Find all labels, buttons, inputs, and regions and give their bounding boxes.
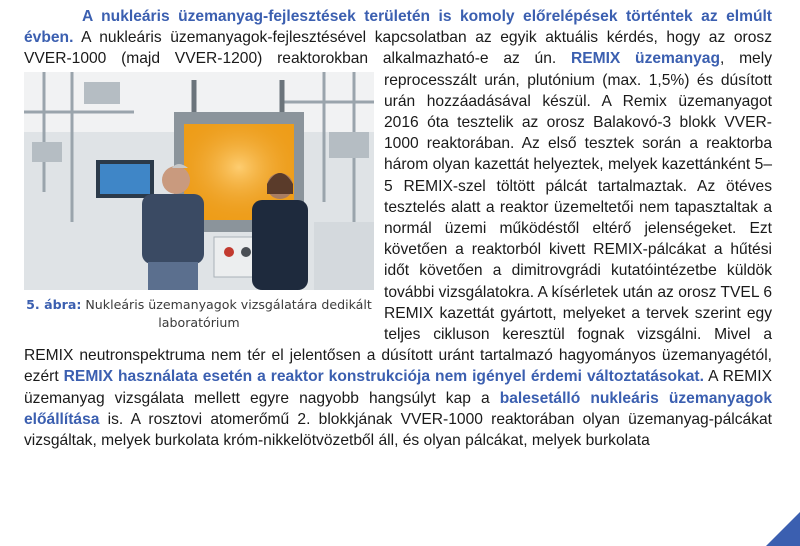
document-page <box>24 6 772 451</box>
figure-label: 5. ábra: <box>26 296 82 312</box>
article-paragraph <box>24 6 772 451</box>
remix-fuel-highlight: REMIX üzemanyag <box>570 50 720 68</box>
laboratory-photo <box>24 72 374 290</box>
body-text-1: A nukleáris üzemanyagok-fejlesztésével kapcsolatban az egyik aktuális kérdés, hogy az orosz VVER-1000 (majd VVER-1200) reaktorokban alkalmazható-e az ún. <box>24 29 772 68</box>
laboratory-illustration <box>24 72 374 290</box>
figure-caption-text: Nukleáris üzemanyagok vizsgálatára dedikált laboratórium <box>81 296 372 330</box>
lead-sentence: A nukleáris üzemanyag-fejlesztések területén is komoly előrelépések történtek az elmúlt évben. <box>24 8 772 47</box>
figure-caption <box>24 296 374 332</box>
remix-no-change-highlight: REMIX használata esetén a reaktor konstrukciója nem igényel érdemi változtatásokat. <box>63 368 704 386</box>
body-text-4: is. A rosztovi atomerőmű 2. blokkjának VVER-1000 reaktorában olyan üzemanyag-pálcákat vizsgáltak, melyek burkolata króm-nikkelötvözetből áll, és olyan pálcákat, melyek burkolata <box>24 410 772 450</box>
figure <box>24 72 374 332</box>
body-text-2: , mely reprocesszált urán, plutónium (max. 1,5%) és dúsított urán hozzáadásával készül. A Remix üzemanyagot 2016 óta tesztelik az orosz Balakovó-3 blokk VVER-1000 reaktorában. Az első tesztek során a reaktorba három olyan kazettát helyeztek, melyek kazettánként 5–5 REMIX-szel töltött pálcát tartalmaztak. Az ötéves tesztelés alatt a reaktor üzemeltetői nem tapasztaltak a normál üzemi működéstől eltérő jelenségeket. Ezt követően a reaktorból kivett REMIX-pálcákat a hűtési időt követően a dimitrovgrádi kutatóintézetbe küldök további vizsgálatokra. A kísérletek után az orosz TVEL 6 REMIX kazettát gyártott, melyeket a tervek szerint egy teljes cikluson keresztül fognak vizsgálni. Mivel a REMIX neutronspektruma nem tér el jelentősen a dúsított uránt tartalmazó hagyományos üzemanyagétól, ezért <box>24 50 772 386</box>
accident-tolerant-fuel-highlight: balesetálló nukleáris üzemanyagok előállítása <box>24 389 772 428</box>
body-text-3: A REMIX üzemanyag vizsgálata mellett egyre nagyobb hangsúlyt kap a <box>24 368 772 407</box>
page-corner-decoration <box>766 512 800 546</box>
